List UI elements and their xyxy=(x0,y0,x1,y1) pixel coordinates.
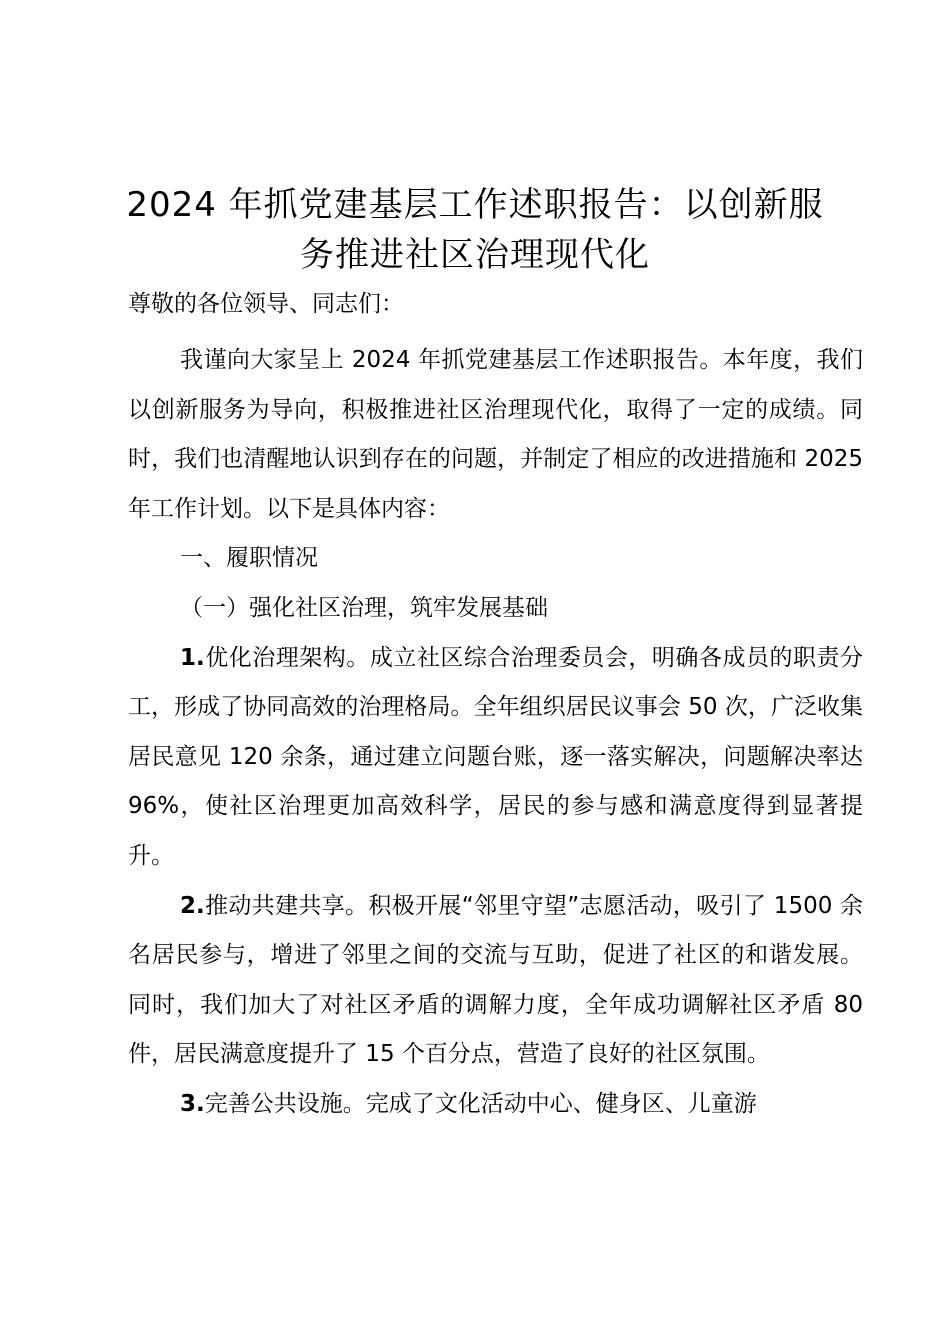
item-text: 推动共建共享。积极开展“邻里守望”志愿活动，吸引了 1500 余名居民参与，增进了邻里之间的交流与互助，促进了社区的和谐发展。同时，我们加大了对社区矛盾的调解力度，全年成功调解社区矛盾 80 件，居民满意度提升了 15 个百分点，营造了良好的社区氛围。 xyxy=(128,892,863,1068)
intro-paragraph: 我谨向大家呈上 2024 年抓党建基层工作述职报告。本年度，我们以创新服务为导向，积极推进社区治理现代化，取得了一定的成绩。同时，我们也清醒地认识到存在的问题，并制定了相应的改进措施和 2025 年工作计划。以下是具体内容： xyxy=(128,347,863,522)
item-number: 1. xyxy=(180,644,205,671)
section-heading: 一、履职情况 xyxy=(180,545,318,572)
subsection-heading: （一）强化社区治理，筑牢发展基础 xyxy=(180,594,548,621)
salutation: 尊敬的各位领导、同志们： xyxy=(128,291,404,317)
list-item xyxy=(128,882,863,1080)
list-item xyxy=(128,1080,863,1130)
item-number: 2. xyxy=(180,892,205,919)
item-text: 优化治理架构。成立社区综合治理委员会，明确各成员的职责分工，形成了协同高效的治理格局。全年组织居民议事会 50 次，广泛收集居民意见 120 余条，通过建立问题台账，逐一落实解决，问题解决率达 96%，使社区治理更加高效科学，居民的参与感和满意度得到显著提升。 xyxy=(128,644,863,869)
document-body xyxy=(128,336,863,1130)
list-item xyxy=(128,634,863,882)
title-line-1: 2024 年抓党建基层工作述职报告：以创新服 xyxy=(126,185,824,225)
item-text: 完善公共设施。完成了文化活动中心、健身区、儿童游 xyxy=(204,1090,757,1117)
document-title xyxy=(100,180,850,280)
item-number: 3. xyxy=(180,1090,205,1117)
title-line-2: 务推进社区治理现代化 xyxy=(300,235,650,275)
